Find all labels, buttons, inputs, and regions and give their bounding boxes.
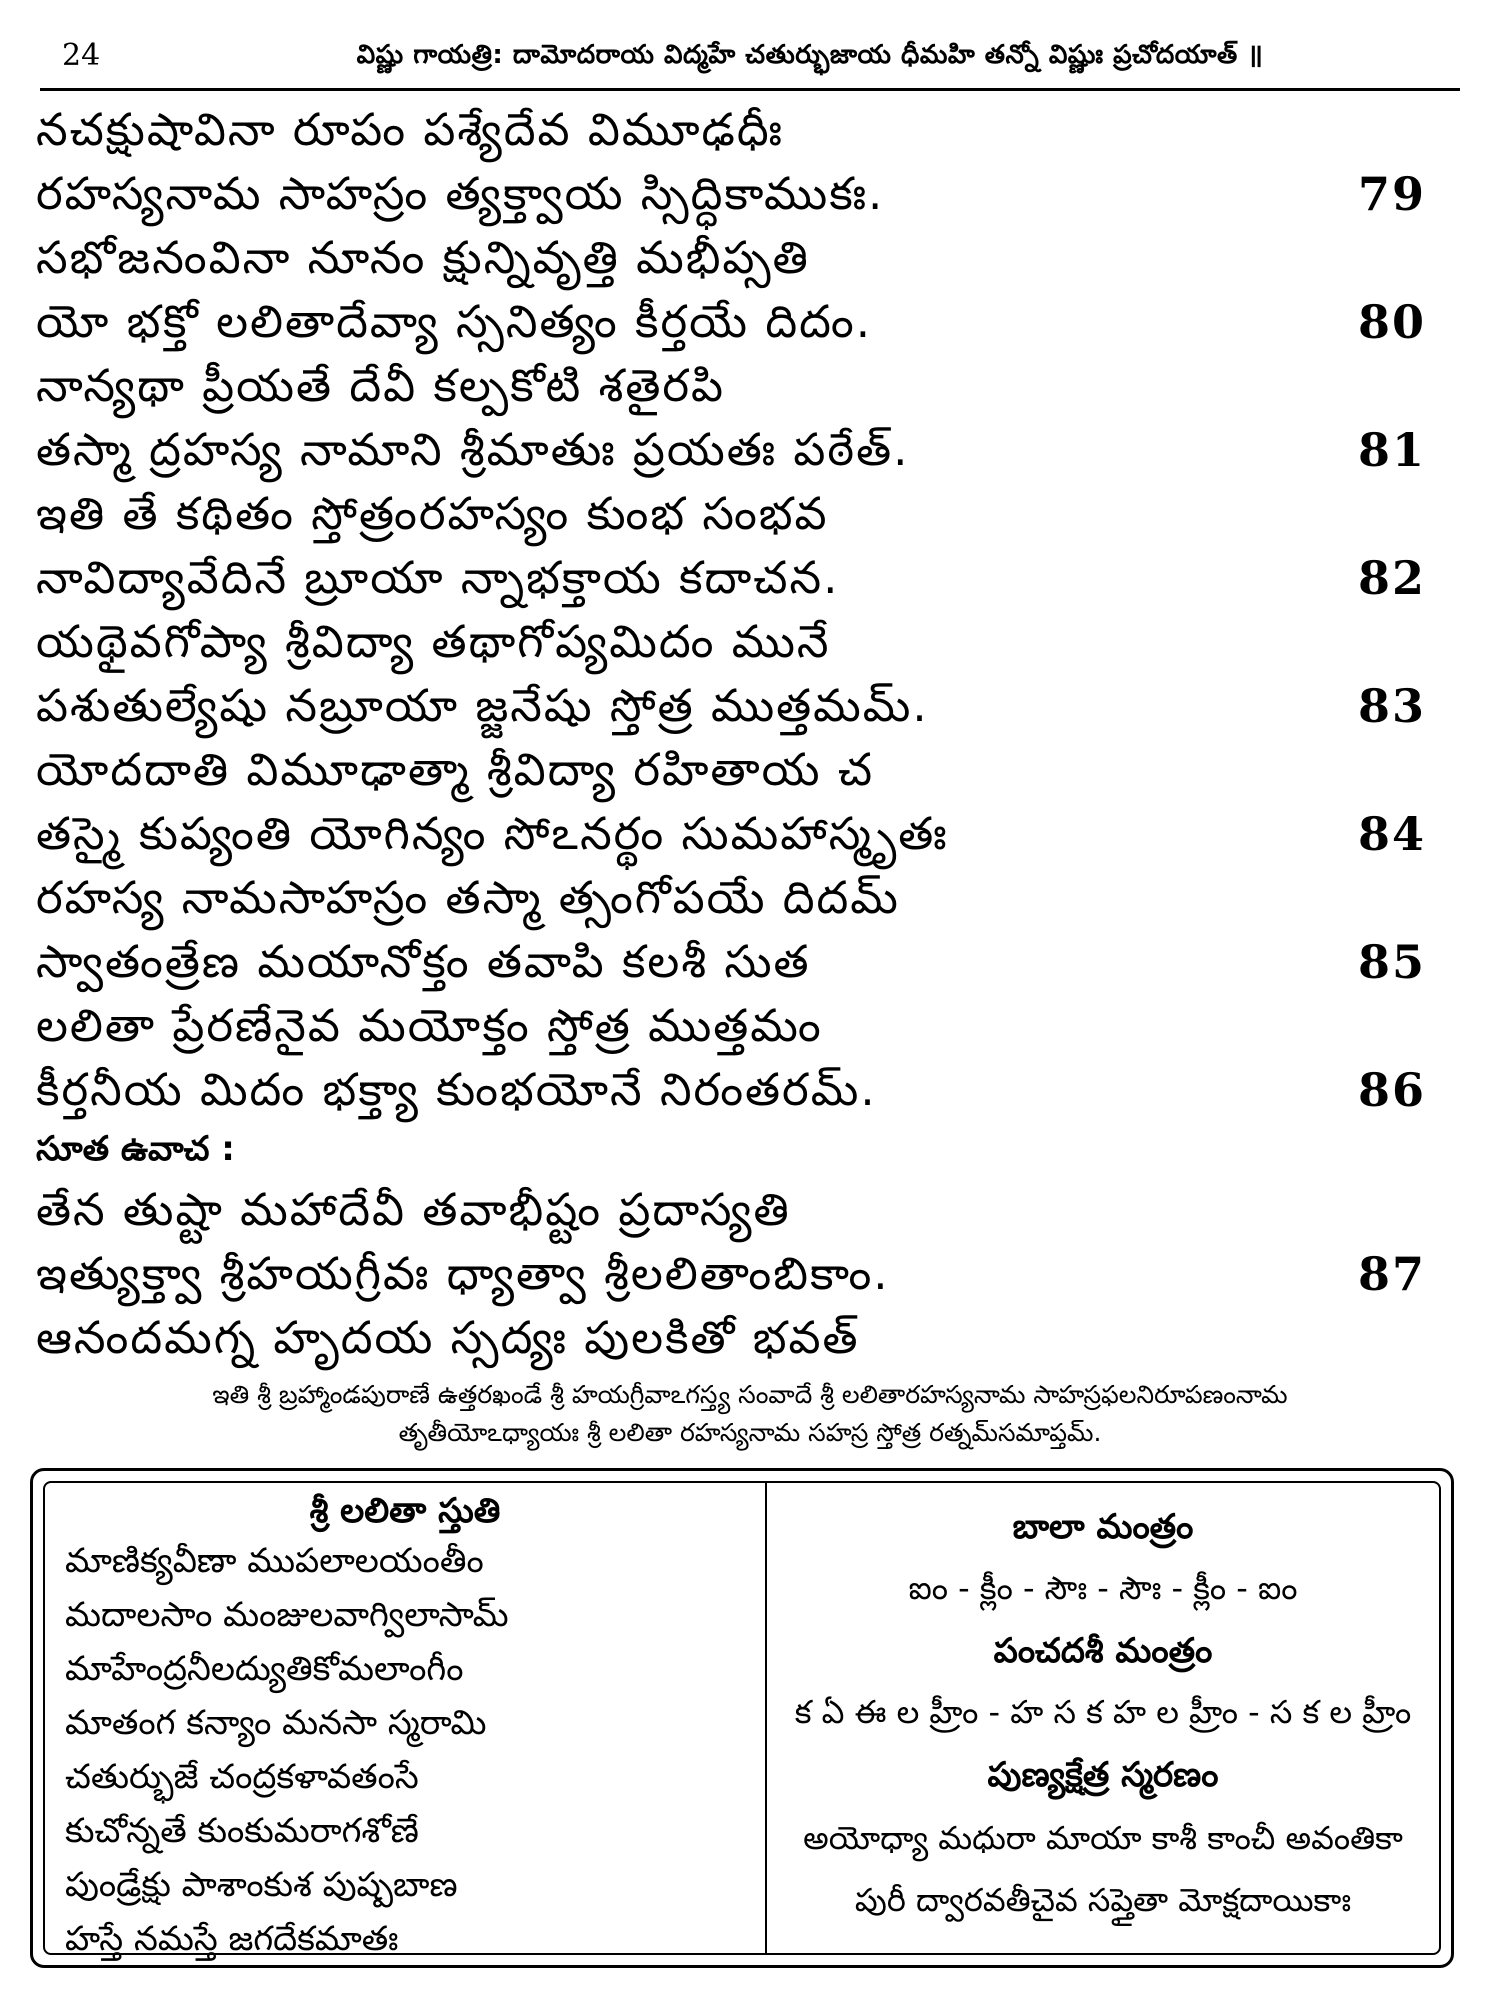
verse-text: యథైవగోప్యా శ్రీవిద్యా తథాగోప్యమిదం మునే — [36, 615, 831, 668]
stuti-line: మాహేంద్రనీలద్యుతికోమలాంగీం — [65, 1649, 464, 1689]
verse-line — [36, 1308, 1436, 1368]
verse-line — [36, 292, 1436, 352]
punya-kshetra-title: పుణ్యక్షేత్ర స్మరణం — [987, 1755, 1219, 1795]
verse-line — [36, 1244, 1436, 1304]
verse-text: రహస్య నామసాహస్రం తస్మా త్సంగోపయే దిదమ్ — [36, 871, 900, 924]
verse-number: 86 — [1357, 1063, 1426, 1117]
verse-line — [36, 356, 1436, 416]
stuti-line: చతుర్భుజే చంద్రకళావతంసే — [65, 1757, 419, 1797]
stuti-line: మాణిక్యవీణా ముపలాలయంతీం — [65, 1541, 484, 1581]
stuti-line: పుండ్రేక్షు పాశాంకుశ పుష్పబాణ — [65, 1865, 458, 1905]
verse-text: లలితా ప్రేరణేనైవ మయోక్తం స్తోత్ర ముత్తమం — [36, 999, 823, 1052]
verse-line — [36, 548, 1436, 608]
verse-text: నాన్యథా ప్రీయతే దేవీ కల్పకోటి శతైరపి — [36, 359, 726, 412]
verse-line — [36, 164, 1436, 224]
verse-line — [36, 1060, 1436, 1120]
stuti-title: శ్రీ లలితా స్తుతి — [309, 1491, 501, 1531]
verse-text: కీర్తనీయ మిదం భక్త్యా కుంభయోనే నిరంతరమ్. — [36, 1063, 877, 1116]
verse-line — [36, 676, 1436, 736]
verse-line — [36, 484, 1436, 544]
punya-kshetra-line: పురీ ద్వారవతీచైవ సప్తైతా మోక్షదాయికాః — [854, 1881, 1352, 1919]
verse-text: స్వాతంత్రేణ మయానోక్తం తవాపి కలశీ సుత — [36, 935, 811, 988]
panchadasi-mantra-text: క ఏ ఈ ల హ్రీం - హ స క హ ల హ్రీం - స క ల హ్రీం — [794, 1693, 1412, 1731]
verse-line — [36, 740, 1436, 800]
stuti-line: మదాలసాం మంజులవాగ్విలాసామ్ — [65, 1595, 509, 1635]
verse-number: 82 — [1357, 551, 1426, 605]
verse-text: ఇతి తే కథితం స్తోత్రంరహస్యం కుంభ సంభవ — [36, 487, 829, 540]
verse-text: రహస్యనామ సాహస్రం త్యక్త్వాయ స్సిద్ధికాముకః. — [36, 167, 885, 220]
stuti-line: మాతంగ కన్యాం మనసా స్మరామి — [65, 1703, 487, 1743]
verse-line — [36, 868, 1436, 928]
verse-number: 81 — [1357, 423, 1426, 477]
verse-line — [36, 804, 1436, 864]
verse-text: తస్మా ద్రహస్య నామాని శ్రీమాతుః ప్రయతః పఠేత్. — [36, 423, 910, 476]
header-rule — [40, 88, 1460, 91]
bala-mantra-text: ఐం - క్లీం - సౌః - సౌః - క్లీం - ఐం — [908, 1569, 1298, 1607]
panchadasi-mantra-title: పంచదశీ మంత్రం — [993, 1631, 1213, 1671]
verse-line — [36, 1180, 1436, 1240]
verse-text: తేన తుష్టా మహాదేవీ తవాభీష్టం ప్రదాస్యతి — [36, 1183, 791, 1236]
stuti-column — [45, 1483, 765, 1959]
page-number: 24 — [62, 38, 101, 73]
verse-number: 83 — [1357, 679, 1426, 733]
verse-text: సభోజనంవినా నూనం క్షున్నివృత్తి మభీప్సతి — [36, 231, 810, 284]
verse-number: 84 — [1357, 807, 1426, 861]
verse-line — [36, 420, 1436, 480]
verse-line — [36, 228, 1436, 288]
verse-text: ఆనందమగ్న హృదయ స్సద్యః పులకితో భవత్ — [36, 1311, 860, 1364]
verse-text: నావిద్యావేదినే బ్రూయా న్నాభక్తాయ కదాచన. — [36, 551, 840, 604]
mantra-box-inner — [43, 1481, 1441, 1959]
mantra-box — [30, 1468, 1454, 1968]
verse-number: 85 — [1357, 935, 1426, 989]
page-header — [40, 34, 1460, 86]
bala-mantra-title: బాలా మంత్రం — [1012, 1507, 1194, 1547]
verse-text: యోదదాతి విమూఢాత్మా శ్రీవిద్యా రహితాయ చ — [36, 743, 875, 796]
verse-number: 79 — [1357, 167, 1426, 221]
speaker-heading: సూత ఉవాచ : — [36, 1129, 235, 1169]
punya-kshetra-line: అయోధ్యా మధురా మాయా కాశీ కాంచీ అవంతికా — [803, 1819, 1403, 1857]
colophon-line: ఇతి శ్రీ బ్రహ్మాండపురాణే ఉత్తరఖండే శ్రీ హయగ్రీవాఽగస్త్య సంవాదే శ్రీ లలితారహస్యనామ సాహస్రఫలనిరూపణంనామ — [212, 1380, 1288, 1409]
verse-text: నచక్షుషావినా రూపం పశ్యేదేవ విమూఢధీః — [36, 103, 784, 156]
colophon-line: తృతీయోఽధ్యాయః శ్రీ లలితా రహస్యనామ సహస్ర స్తోత్ర రత్నమ్‌సమాప్తమ్. — [398, 1418, 1102, 1447]
mantra-column — [767, 1483, 1439, 1953]
verse-number: 80 — [1357, 295, 1426, 349]
verse-line — [36, 932, 1436, 992]
stuti-line: హస్తే నమస్తే జగదేకమాతః — [65, 1919, 399, 1959]
verse-line — [36, 612, 1436, 672]
stuti-line: కుచోన్నతే కుంకుమరాగశోణే — [65, 1811, 419, 1851]
verse-text: ఇత్యుక్త్వా శ్రీహయగ్రీవః ధ్యాత్వా శ్రీలలితాంబికాం. — [36, 1247, 890, 1300]
verse-text: పశుతుల్యేషు నబ్రూయా జ్జనేషు స్తోత్ర ముత్తమమ్. — [36, 679, 929, 732]
verse-text: యో భక్తో లలితాదేవ్యా స్సనిత్యం కీర్తయే దిదం. — [36, 295, 873, 348]
verse-text: తస్మై కుప్యంతి యోగిన్యం సోఽనర్థం సుమహాస్మృతః — [36, 807, 949, 860]
verse-line — [36, 100, 1436, 160]
running-header-title: విష్ణు గాయత్రి: దామోదరాయ విద్మహే చతుర్భుజాయ ధీమహి తన్నో విష్ణుః ప్రచోదయాత్ ॥ — [356, 40, 1264, 70]
verse-line — [36, 996, 1436, 1056]
verse-number: 87 — [1357, 1247, 1426, 1301]
